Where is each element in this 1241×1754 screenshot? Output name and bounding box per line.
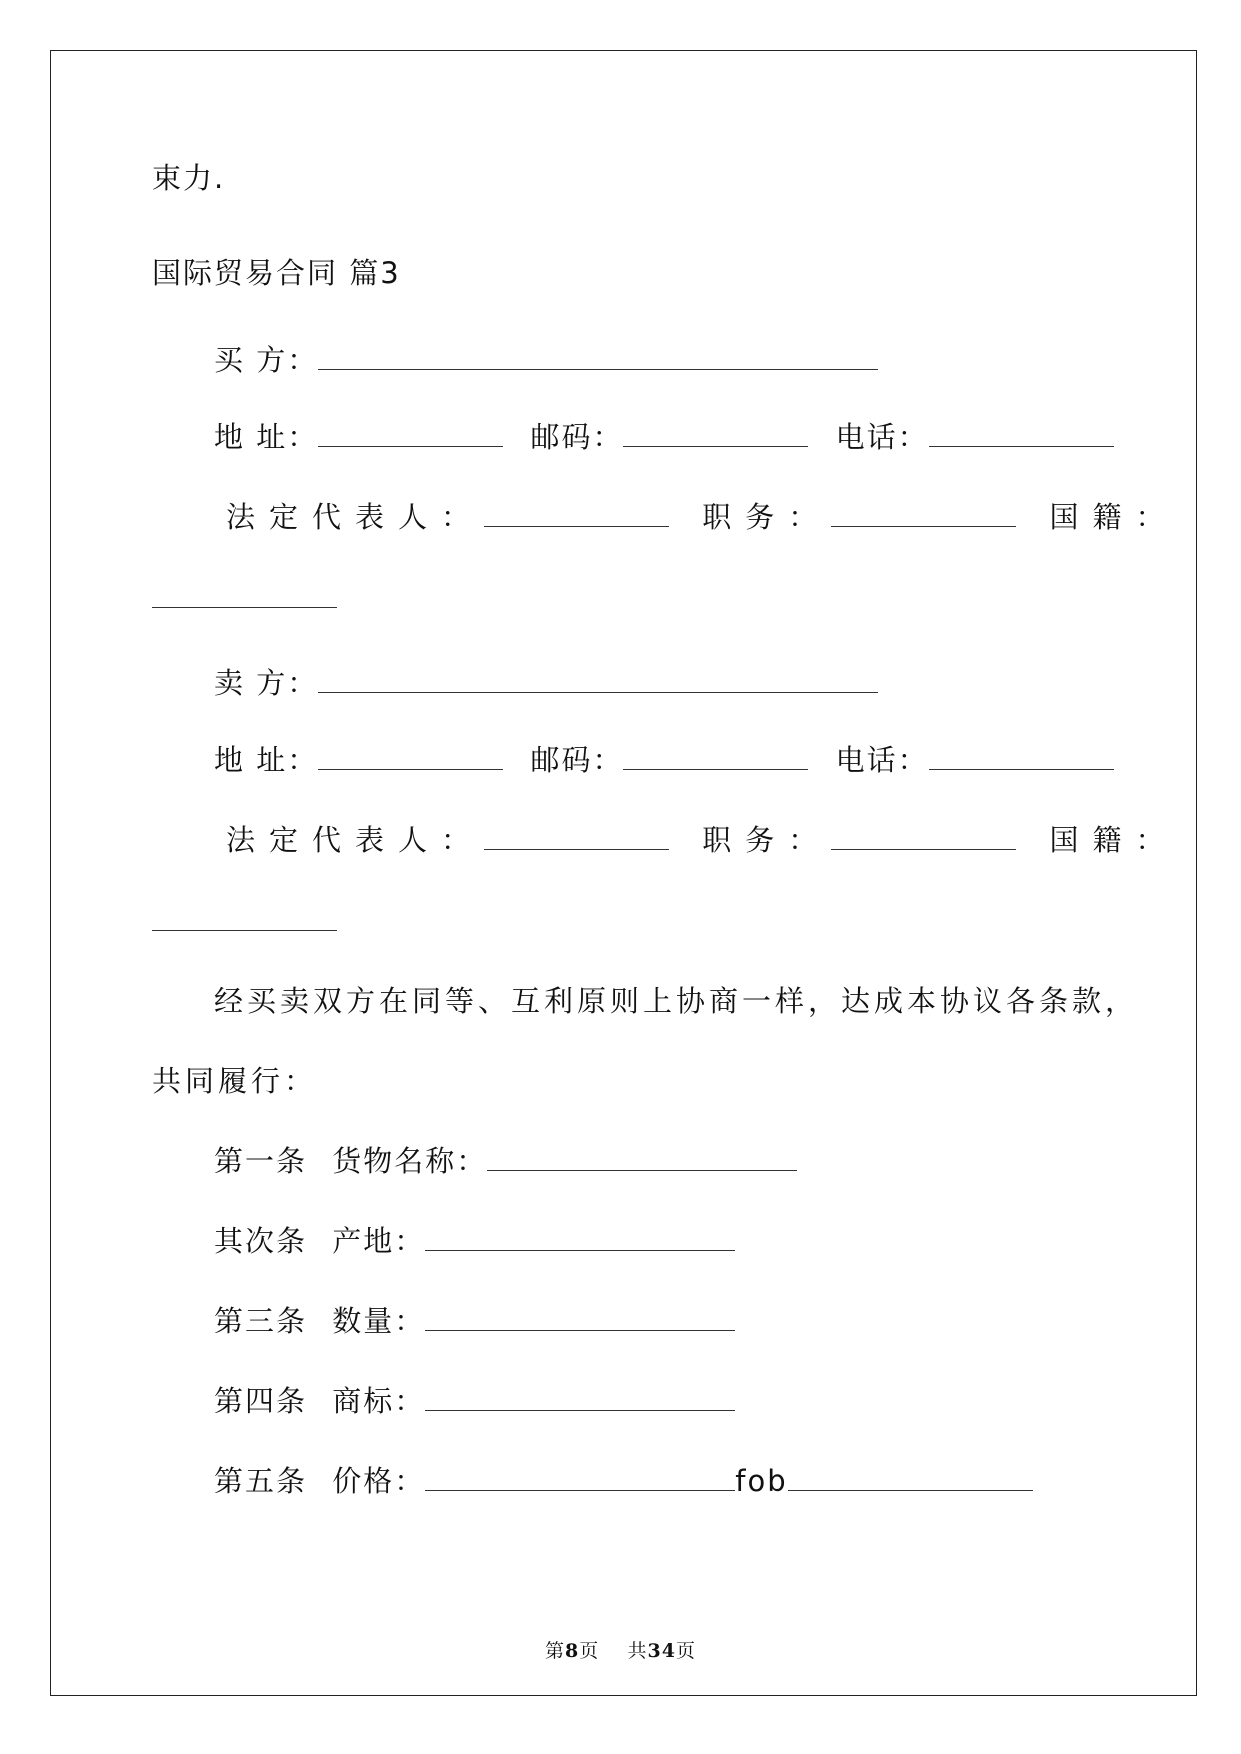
buyer-address-label: 地 址： bbox=[214, 420, 319, 454]
goods-name-blank[interactable] bbox=[487, 1146, 797, 1171]
seller-nationality-label: 国籍： bbox=[1049, 823, 1179, 857]
seller-position-label: 职务： bbox=[702, 823, 832, 857]
intro-paragraph-cont: 共同履行： bbox=[152, 1064, 318, 1098]
seller-label: 卖 方： bbox=[214, 666, 319, 700]
section-heading: 国际贸易合同 篇3 bbox=[152, 256, 401, 290]
seller-address-blank[interactable] bbox=[318, 745, 503, 770]
footer-page-suffix: 页 bbox=[579, 1640, 600, 1662]
buyer-zip-blank[interactable] bbox=[623, 422, 808, 447]
page-frame bbox=[50, 50, 1197, 1696]
article-label: 货物名称： bbox=[332, 1144, 488, 1178]
article-2 bbox=[214, 1221, 735, 1261]
article-num: 其次条 bbox=[214, 1224, 308, 1258]
buyer-label: 买 方： bbox=[214, 343, 319, 377]
seller-rep-blank[interactable] bbox=[484, 825, 669, 850]
buyer-address-blank[interactable] bbox=[318, 422, 503, 447]
article-3 bbox=[214, 1301, 735, 1341]
seller-position-blank[interactable] bbox=[831, 825, 1016, 850]
page-footer bbox=[0, 1636, 1241, 1663]
article-num: 第一条 bbox=[214, 1144, 308, 1178]
buyer-contact-row bbox=[214, 417, 1114, 457]
footer-total-prefix: 共 bbox=[627, 1640, 648, 1662]
seller-blank[interactable] bbox=[318, 668, 878, 693]
footer-total-suffix: 页 bbox=[675, 1640, 696, 1662]
article-label: 数量： bbox=[332, 1304, 426, 1338]
price-term-blank[interactable] bbox=[788, 1466, 1033, 1491]
buyer-rep-label: 法定代表人： bbox=[226, 500, 485, 534]
seller-contact-row bbox=[214, 740, 1114, 780]
article-5 bbox=[214, 1461, 1033, 1501]
origin-blank[interactable] bbox=[425, 1226, 735, 1251]
seller-row bbox=[214, 663, 878, 703]
buyer-phone-label: 电话： bbox=[835, 420, 929, 454]
trademark-blank[interactable] bbox=[425, 1386, 735, 1411]
buyer-phone-blank[interactable] bbox=[929, 422, 1114, 447]
seller-nationality-blank[interactable] bbox=[152, 906, 337, 931]
buyer-rep-blank[interactable] bbox=[484, 502, 669, 527]
article-num: 第四条 bbox=[214, 1384, 308, 1418]
buyer-zip-label: 邮码： bbox=[530, 420, 624, 454]
buyer-row bbox=[214, 340, 878, 380]
buyer-rep-row bbox=[226, 497, 1178, 537]
price-blank[interactable] bbox=[425, 1466, 735, 1491]
article-num: 第三条 bbox=[214, 1304, 308, 1338]
buyer-position-blank[interactable] bbox=[831, 502, 1016, 527]
seller-phone-blank[interactable] bbox=[929, 745, 1114, 770]
article-4 bbox=[214, 1381, 735, 1421]
seller-address-label: 地 址： bbox=[214, 743, 319, 777]
footer-prefix: 第 bbox=[545, 1640, 566, 1662]
page-number: 8 bbox=[565, 1640, 580, 1662]
article-1 bbox=[214, 1141, 797, 1181]
total-pages: 34 bbox=[647, 1640, 676, 1662]
seller-phone-label: 电话： bbox=[835, 743, 929, 777]
seller-zip-label: 邮码： bbox=[530, 743, 624, 777]
seller-rep-row bbox=[226, 820, 1178, 860]
buyer-position-label: 职务： bbox=[702, 500, 832, 534]
buyer-nationality-row bbox=[152, 578, 337, 618]
article-num: 第五条 bbox=[214, 1464, 308, 1498]
buyer-nationality-blank[interactable] bbox=[152, 583, 337, 608]
quantity-blank[interactable] bbox=[425, 1306, 735, 1331]
buyer-nationality-label: 国籍： bbox=[1049, 500, 1179, 534]
price-term: fob bbox=[735, 1464, 788, 1498]
article-label: 商标： bbox=[332, 1384, 426, 1418]
seller-rep-label: 法定代表人： bbox=[226, 823, 485, 857]
paragraph-continuation: 束力. bbox=[152, 161, 226, 195]
intro-paragraph: 经买卖双方在同等、互利原则上协商一样，达成本协议各条款， bbox=[214, 984, 1139, 1018]
article-label: 产地： bbox=[332, 1224, 426, 1258]
seller-zip-blank[interactable] bbox=[623, 745, 808, 770]
article-label: 价格： bbox=[332, 1464, 426, 1498]
seller-nationality-row bbox=[152, 901, 337, 941]
buyer-blank[interactable] bbox=[318, 345, 878, 370]
